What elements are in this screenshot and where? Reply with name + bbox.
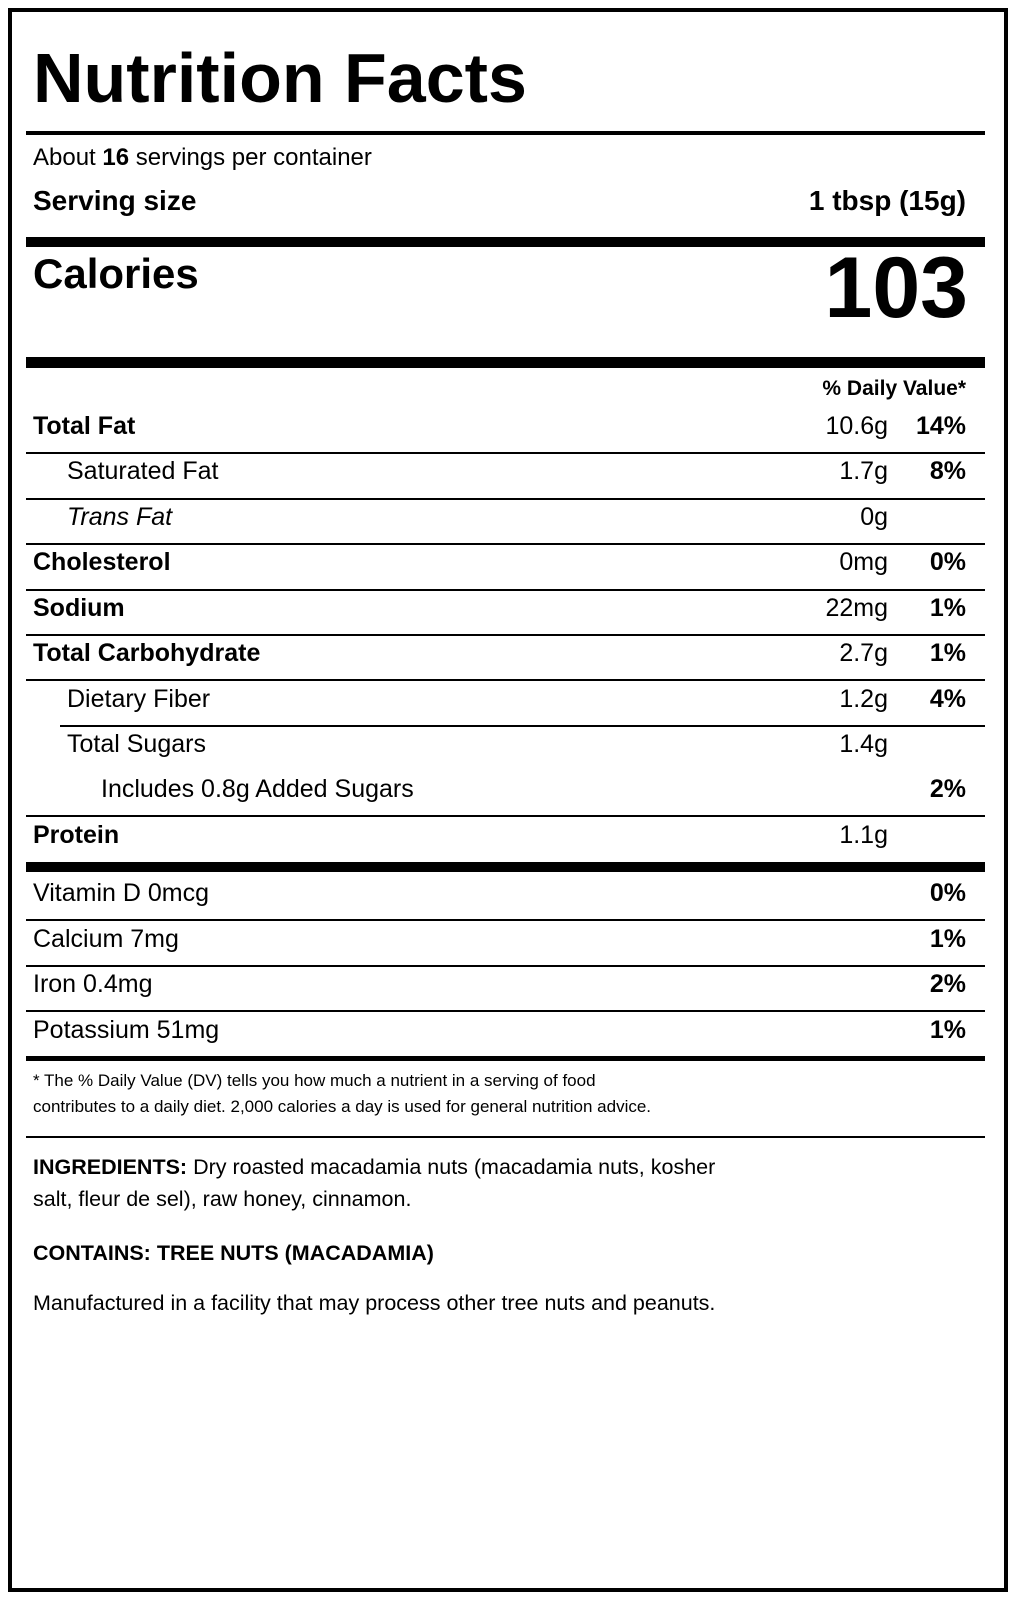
footnote-divider	[26, 1136, 985, 1138]
protein-divider	[26, 862, 985, 872]
nutrient-name: Sodium	[33, 594, 125, 622]
row-divider	[26, 634, 985, 636]
row-divider	[26, 919, 985, 921]
label-title: Nutrition Facts	[33, 39, 527, 117]
servings-suffix: servings per container	[135, 144, 372, 171]
daily-value-header: % Daily Value*	[822, 377, 966, 400]
row-divider	[26, 543, 985, 545]
row-divider	[26, 452, 985, 454]
nutrient-daily-value: 1%	[929, 594, 966, 622]
nutrient-amount: 1.2g	[839, 685, 888, 713]
nutrient-daily-value: 0%	[929, 548, 966, 576]
daily-value-footnote	[33, 1068, 651, 1120]
ingredients-label: INGREDIENTS:	[33, 1155, 188, 1179]
nutrient-name: Cholesterol	[33, 548, 171, 576]
row-divider	[26, 965, 985, 967]
footnote-line: contributes to a daily diet. 2,000 calories a day is used for general nutrition advice.	[33, 1097, 652, 1116]
title-divider	[26, 131, 985, 135]
footnote-line: * The % Daily Value (DV) tells you how much a nutrient in a serving of food	[33, 1071, 596, 1090]
nutrient-amount: 0g	[860, 503, 888, 531]
nutrient-daily-value: 4%	[929, 685, 966, 713]
nutrient-amount: 10.6g	[825, 412, 888, 440]
row-divider	[26, 815, 985, 817]
vitamin-name: Vitamin D 0mcg	[33, 879, 209, 907]
nutrient-amount: 1.1g	[839, 821, 888, 849]
serving-size-label: Serving size	[33, 185, 197, 216]
nutrient-name: Total Sugars	[67, 730, 206, 758]
row-divider	[26, 498, 985, 500]
nutrient-name: Protein	[33, 821, 120, 849]
row-divider	[60, 725, 985, 727]
nutrient-daily-value: 1%	[929, 639, 966, 667]
facility-note: Manufactured in a facility that may process other tree nuts and peanuts.	[33, 1291, 716, 1315]
servings-prefix: About	[33, 144, 96, 171]
allergen-statement: CONTAINS: TREE NUTS (MACADAMIA)	[33, 1241, 434, 1265]
nutrient-amount: 22mg	[825, 594, 888, 622]
vitamin-name: Potassium 51mg	[33, 1016, 220, 1044]
servings-per-container	[33, 144, 372, 172]
nutrient-amount: 1.7g	[839, 457, 888, 485]
vitamin-daily-value: 0%	[929, 879, 966, 907]
nutrient-name: Includes 0.8g Added Sugars	[101, 775, 414, 803]
ingredients-text: Dry roasted macadamia nuts (macadamia nuts, kosher	[193, 1155, 716, 1179]
nutrient-amount: 2.7g	[839, 639, 888, 667]
nutrient-name: Total Carbohydrate	[33, 639, 261, 667]
vitamin-daily-value: 1%	[929, 925, 966, 953]
nutrient-name: Saturated Fat	[67, 457, 219, 485]
vitamin-name: Calcium 7mg	[33, 925, 179, 953]
nutrient-amount: 1.4g	[839, 730, 888, 758]
servings-count: 16	[102, 144, 130, 171]
row-divider	[26, 1010, 985, 1012]
nutrient-name: Trans Fat	[67, 503, 173, 531]
ingredients-text: salt, fleur de sel), raw honey, cinnamon.	[33, 1187, 412, 1211]
serving-size-value: 1 tbsp (15g)	[808, 185, 966, 216]
vitamin-daily-value: 1%	[929, 1016, 966, 1044]
nutrient-name: Dietary Fiber	[67, 685, 211, 713]
nutrient-daily-value: 8%	[929, 457, 966, 485]
nutrient-amount: 0mg	[839, 548, 888, 576]
row-divider	[26, 679, 985, 681]
vitamins-divider	[26, 1056, 985, 1061]
calories-label: Calories	[33, 250, 199, 297]
calories-value: 103	[824, 240, 968, 336]
vitamin-daily-value: 2%	[929, 970, 966, 998]
row-divider	[26, 589, 985, 591]
calories-divider	[26, 357, 985, 368]
vitamin-name: Iron 0.4mg	[33, 970, 153, 998]
nutrient-daily-value: 2%	[929, 775, 966, 803]
nutrient-daily-value: 14%	[915, 412, 966, 440]
nutrient-name: Total Fat	[33, 412, 136, 440]
ingredients-block	[33, 1151, 973, 1215]
